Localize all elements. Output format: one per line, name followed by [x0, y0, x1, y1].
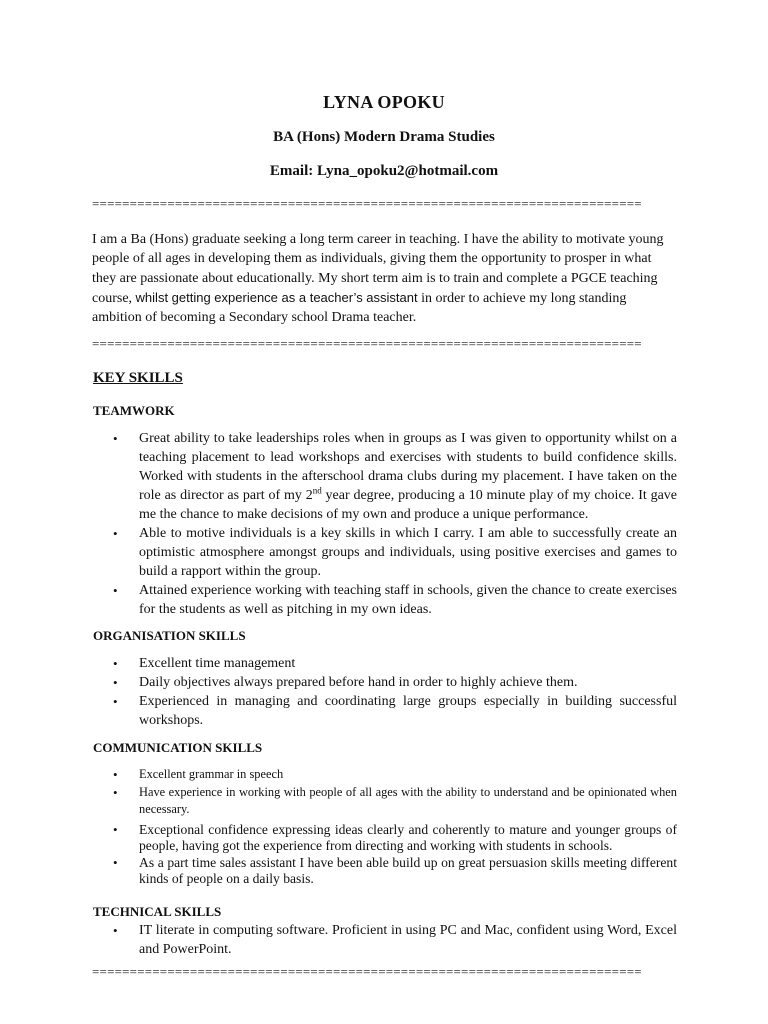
list-item: • As a part time sales assistant I have been able build up on great persuasion skills meeting different kinds of people on a daily basis. — [113, 854, 677, 886]
list-item: • Daily objectives always prepared before hand in order to highly achieve them. — [113, 675, 578, 690]
bullet-icon: • — [113, 923, 118, 938]
profile-text-3: in order to achieve my long standing ambition of becoming a Secondary school Drama teacher. — [92, 290, 627, 326]
bullet-icon: • — [113, 656, 118, 671]
divider-2: ========================================================================= — [92, 336, 642, 351]
bullet-icon: • — [113, 694, 118, 709]
profile-paragraph — [92, 230, 678, 327]
list-item: • Able to motive individuals is a key skills in which I carry. I am able to successfully create an optimistic atmosphere amongst groups and individuals, using positive exercises and games to build a rapport within the group. — [113, 526, 677, 579]
profile-text-2: whilst getting experience as a teacher’s assistant — [135, 289, 418, 305]
list-item: • Exceptional confidence expressing ideas clearly and coherently to mature and younger groups of people, having got the experience from directing and working with students in schools. — [113, 821, 677, 853]
degree-title: BA (Hons) Modern Drama Studies — [273, 129, 495, 145]
bullet-icon: • — [113, 821, 118, 837]
teamwork-list — [93, 429, 677, 619]
email-line: Email: Lyna_opoku2@hotmail.com — [269, 163, 499, 179]
list-item: • Excellent time management — [113, 656, 296, 671]
list-item: • IT literate in computing software. Proficient in using PC and Mac, confident using Word, Excel and PowerPoint. — [113, 923, 677, 957]
list-item: • Attained experience working with teaching staff in schools, given the chance to create exercises for the students as well as pitching in my own ideas. — [113, 583, 677, 617]
list-item: • Experienced in managing and coordinating large groups especially in building successful workshops. — [113, 694, 677, 728]
teamwork-heading: TEAMWORK — [93, 403, 175, 418]
list-item: • Great ability to take leaderships roles when in groups as I was given to opportunity whilst on a teaching placement to lead workshops and exercises with students to build confidence skills. Worked with students in the afterschool drama clubs during my placement. I have taken on the role as director as part of my 2nd year degree, producing a 10 minute play of my choice. It gave me the chance to make decisions of my own and produce a unique performance. — [113, 431, 677, 522]
key-skills-heading: KEY SKILLS — [93, 370, 183, 386]
list-item: • Excellent grammar in speech — [113, 767, 284, 782]
divider-3: ========================================================================= — [92, 964, 642, 979]
list-item: • Have experience in working with people of all ages with the ability to understand and be opinionated when necessary. — [113, 784, 677, 816]
divider-1: ========================================================================= — [92, 196, 642, 211]
organisation-heading: ORGANISATION SKILLS — [93, 628, 246, 643]
technical-heading: TECHNICAL SKILLS — [93, 904, 222, 919]
bullet-icon: • — [113, 784, 118, 800]
bullet-icon: • — [113, 854, 118, 870]
bullet-icon: • — [113, 675, 118, 690]
technical-list — [93, 921, 677, 959]
bullet-icon: • — [113, 583, 118, 598]
organisation-list — [93, 654, 677, 730]
candidate-name: LYNA OPOKU — [323, 92, 445, 112]
bullet-icon: • — [113, 431, 118, 446]
communication-list — [93, 766, 677, 888]
communication-heading: COMMUNICATION SKILLS — [93, 740, 263, 755]
profile-text-1: I am a Ba (Hons) graduate seeking a long term career in teaching. I have the ability to motivate young people of all ages in developing them as individuals, giving them the opportunity to prosper in what they are passionate about educationally. My short term aim is to train and complete a PGCE teaching course, — [92, 232, 664, 306]
bullet-icon: • — [113, 767, 118, 782]
bullet-icon: • — [113, 526, 118, 541]
